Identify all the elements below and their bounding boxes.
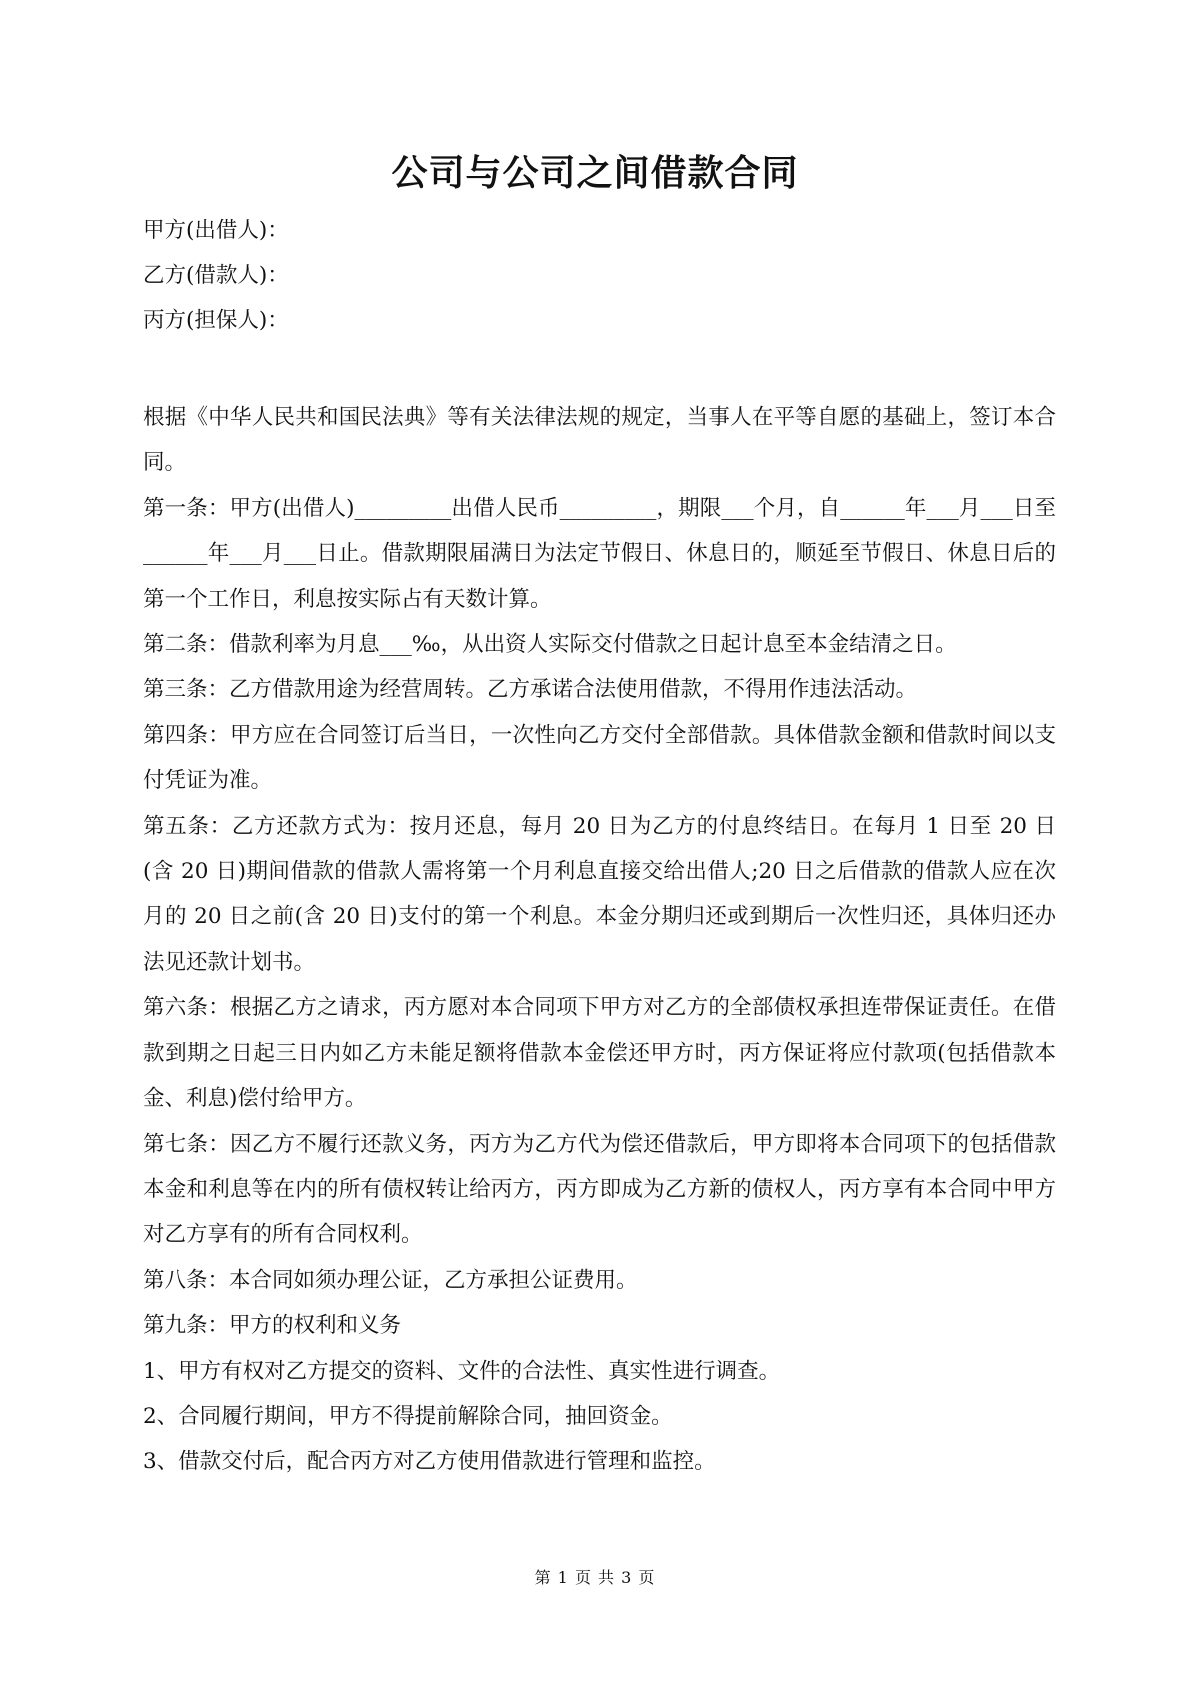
article-1: 第一条：甲方(出借人)_________出借人民币_________，期限___个月，自______年___月___日至______年___月___日止。借款期限届满日为法定节假日、休息日的，顺延至节假日、休息日后的第一个工作日，利息按实际占有天数计算。 — [143, 495, 1056, 612]
article-8: 第八条：本合同如须办理公证，乙方承担公证费用。 — [143, 1267, 638, 1293]
article-3: 第三条：乙方借款用途为经营周转。乙方承诺合法使用借款，不得用作违法活动。 — [143, 677, 918, 703]
article-9-item-3: 3、借款交付后，配合丙方对乙方使用借款进行管理和监控。 — [143, 1449, 716, 1475]
article-2: 第二条：借款利率为月息___‰，从出资人实际交付借款之日起计息至本金结清之日。 — [143, 632, 957, 658]
article-6: 第六条：根据乙方之请求，丙方愿对本合同项下甲方对乙方的全部债权承担连带保证责任。在借款到期之日起三日内如乙方未能足额将借款本金偿还甲方时，丙方保证将应付款项(包括借款本金、利息)偿付给甲方。 — [143, 995, 1056, 1112]
page-number-footer: 第 1 页 共 3 页 — [534, 1568, 656, 1587]
parties-block — [143, 208, 1063, 343]
article-9-item-2: 2、合同履行期间，甲方不得提前解除合同，抽回资金。 — [143, 1403, 673, 1429]
article-7: 第七条：因乙方不履行还款义务，丙方为乙方代为偿还借款后，甲方即将本合同项下的包括借款本金和利息等在内的所有债权转让给丙方，丙方即成为乙方新的债权人，丙方享有本合同中甲方对乙方享有的所有合同权利。 — [143, 1131, 1056, 1248]
article-9-heading: 第九条：甲方的权利和义务 — [143, 1313, 402, 1339]
contract-body — [143, 395, 1056, 1485]
preamble-paragraph: 根据《中华人民共和国民法典》等有关法律法规的规定，当事人在平等自愿的基础上，签订本合同。 — [143, 405, 1056, 476]
article-4: 第四条：甲方应在合同签订后当日，一次性向乙方交付全部借款。具体借款金额和借款时间以支付凭证为准。 — [143, 722, 1056, 794]
party-borrower: 乙方(借款人)： — [143, 263, 289, 288]
document-title: 公司与公司之间借款合同 — [391, 152, 799, 194]
party-lender: 甲方(出借人)： — [143, 218, 289, 243]
article-9-item-1: 1、甲方有权对乙方提交的资料、文件的合法性、真实性进行调查。 — [143, 1358, 781, 1384]
party-guarantor: 丙方(担保人)： — [143, 308, 289, 333]
article-5: 第五条：乙方还款方式为：按月还息，每月 20 日为乙方的付息终结日。在每月 1 日至 20 日(含 20 日)期间借款的借款人需将第一个月利息直接交给出借人;20 日之后借款的借款人应在次月的 20 日之前(含 20 日)支付的第一个利息。本金分期归还或到期后一次性归还，具体归还办法见还款计划书。 — [143, 813, 1056, 975]
